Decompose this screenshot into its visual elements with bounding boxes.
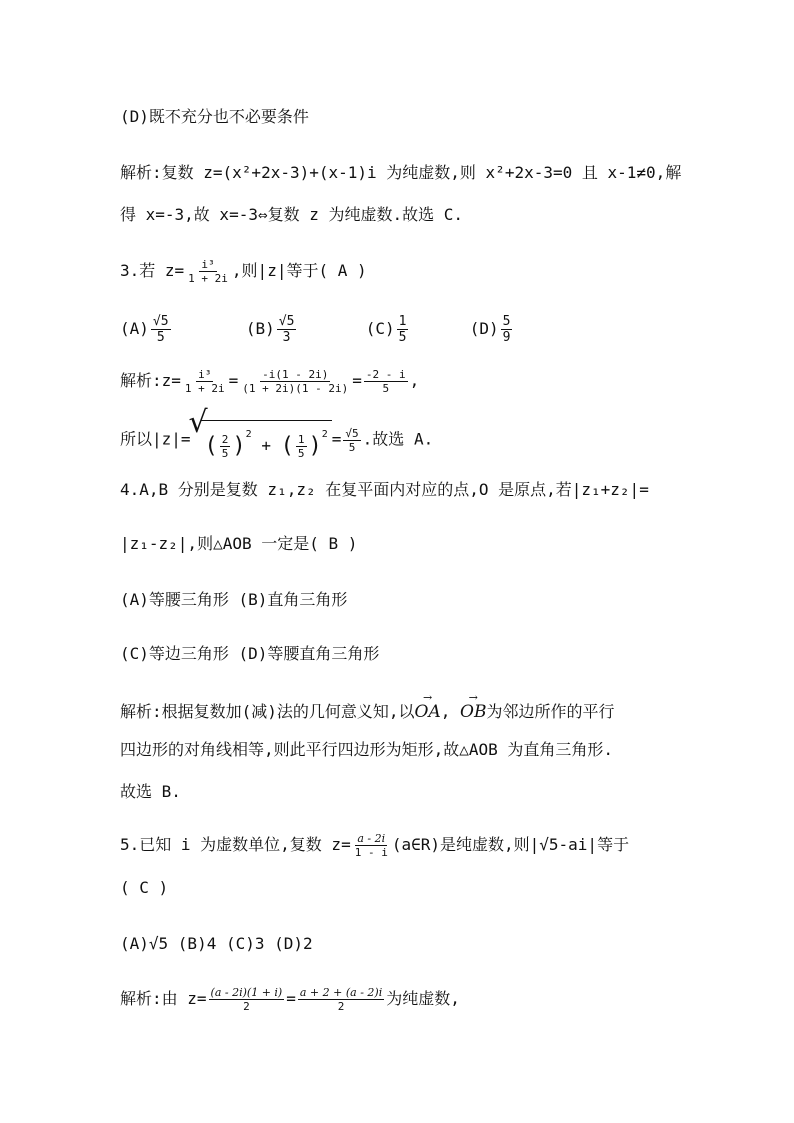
solution-4: 故选 B. — [120, 782, 181, 801]
solution-5: 解析:由 z= $\frac{(a - 2i)(1 + i)}{2}$ = $\frac{a + 2 + (a - 2)i}{2}$ 为纯虚数, — [120, 986, 460, 1013]
solution-line: 得 x=-3,故 x=-3⇔复数 z 为纯虚数.故选 C. — [120, 205, 464, 224]
option-a: (A) $\frac{√5}{5}$ — [120, 314, 169, 345]
vector-ob: → OB — [460, 700, 486, 724]
question-5: 5.已知 i 为虚数单位,复数 z= $\frac{a - 2i}{1 - i}$ (a∈R)是纯虚数,则|√5-ai|等于 — [120, 832, 630, 859]
question-3-options — [120, 314, 734, 345]
option-c: (C) $\frac{1}{5}$ — [365, 314, 407, 345]
square-root: √ ( $\frac{2}{5}$ )$^2$ + ( $\frac{1}{5}$ )$^2$ — [201, 420, 332, 460]
question-4: |z₁-z₂|,则△AOB 一定是( B ) — [120, 534, 358, 553]
vector-oa: → OA — [415, 700, 441, 724]
question-3 — [120, 258, 734, 285]
solution-3-modulus: 所以|z|=√ ( $\frac{2}{5}$ )$^2$ + ( $\frac{1}{5}$ )$^2$ = $\frac{√5}{5}$ .故选 A. — [120, 420, 734, 460]
solution-line: 解析:复数 z=(x²+2x-3)+(x-1)i 为纯虚数,则 x²+2x-3=0 且 x-1≠0,解 — [120, 163, 682, 182]
question-text: ,则|z|等于( A ) — [231, 261, 367, 280]
fraction: $\frac{\text{i³}}{1 + 2i}$ — [188, 258, 228, 285]
question-4: 4.A,B 分别是复数 z₁,z₂ 在复平面内对应的点,O 是原点,若|z₁+z₂|= — [120, 480, 649, 499]
question-4-options: (C)等边三角形 (D)等腰直角三角形 — [120, 644, 380, 663]
solution-4: 解析:根据复数加(减)法的几何意义知,以→ OA, → OB为邻边所作的平行 — [120, 700, 734, 724]
question-4-options: (A)等腰三角形 (B)直角三角形 — [120, 590, 348, 609]
question-5-options: (A)√5 (B)4 (C)3 (D)2 — [120, 934, 313, 953]
solution-4: 四边形的对角线相等,则此平行四边形为矩形,故△AOB 为直角三角形. — [120, 740, 614, 759]
option-d: (D) $\frac{5}{9}$ — [469, 314, 511, 345]
solution-3: 解析:z= $\frac{\text{i³}}{1 + 2i}$ = $\frac{-i(1 - 2i)}{(1 + 2i)(1 - 2i)}$ = $\frac{-2 - i}{5}$ , — [120, 368, 420, 395]
option-d-line: (D)既不充分也不必要条件 — [120, 107, 309, 126]
question-5-answer: ( C ) — [120, 878, 169, 897]
question-text: 3.若 z= — [120, 261, 185, 280]
option-b: (B) $\frac{√5}{3}$ — [245, 314, 295, 345]
